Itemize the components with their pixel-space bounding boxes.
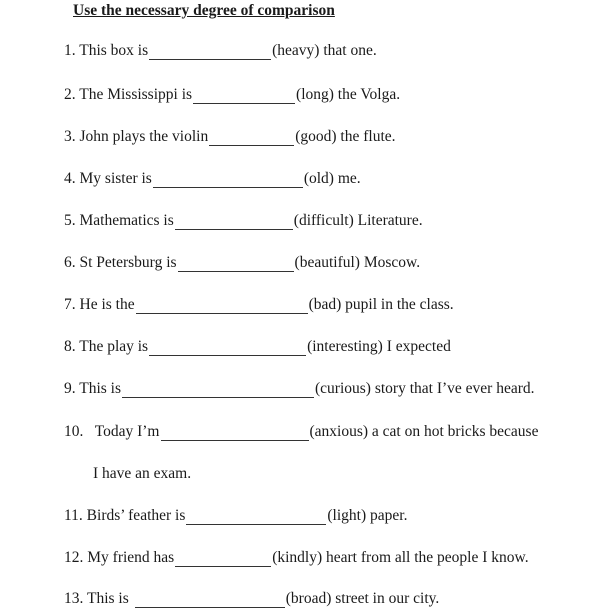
item-prefix: I have an exam. [93, 465, 192, 482]
answer-blank[interactable] [136, 299, 308, 314]
worksheet-title: Use the necessary degree of comparison [73, 2, 335, 19]
item-prefix: 9. This is [64, 380, 121, 397]
answer-blank[interactable] [209, 131, 294, 146]
item-prefix: 6. St Petersburg is [64, 254, 177, 271]
answer-blank[interactable] [135, 593, 285, 608]
item-suffix: (interesting) I expected [307, 338, 451, 355]
item-prefix: 10. Today I’m [64, 423, 160, 440]
item-suffix: (light) paper. [327, 507, 408, 524]
item-prefix: 2. The Mississippi is [64, 86, 193, 103]
answer-blank[interactable] [161, 426, 309, 441]
exercise-item [64, 212, 423, 230]
answer-blank[interactable] [153, 173, 303, 188]
exercise-item [64, 42, 377, 60]
item-prefix: 11. Birds’ feather is [64, 507, 186, 524]
exercise-item [64, 423, 538, 441]
item-suffix: (difficult) Literature. [293, 212, 423, 229]
exercise-item [64, 590, 439, 608]
answer-blank[interactable] [149, 341, 306, 356]
item-suffix: (good) the flute. [295, 128, 396, 145]
answer-blank[interactable] [186, 510, 326, 525]
item-prefix: 13. This is [64, 590, 129, 607]
item-prefix: 1. This box is [64, 42, 149, 59]
item-prefix: 7. He is the [64, 296, 135, 313]
answer-blank[interactable] [178, 257, 294, 272]
answer-blank[interactable] [175, 552, 271, 567]
item-prefix: 5. Mathematics is [64, 212, 174, 229]
item-prefix: 12. My friend has [64, 549, 175, 566]
item-suffix: (heavy) that one. [272, 42, 377, 59]
item-suffix: (old) me. [303, 170, 361, 187]
item-prefix: 3. John plays the violin [64, 128, 209, 145]
item-suffix: (long) the Volga. [296, 86, 401, 103]
exercise-item [64, 86, 400, 104]
exercise-item [64, 549, 529, 567]
exercise-item-continuation [93, 465, 191, 483]
item-prefix: 4. My sister is [64, 170, 152, 187]
exercise-item [64, 507, 407, 525]
item-suffix: (anxious) a cat on hot bricks because [309, 423, 539, 440]
item-prefix: 8. The play is [64, 338, 149, 355]
item-suffix: (kindly) heart from all the people I know. [272, 549, 529, 566]
exercise-item [64, 170, 361, 188]
exercise-item [64, 338, 451, 356]
answer-blank[interactable] [193, 89, 295, 104]
exercise-item [64, 380, 535, 398]
item-suffix: (beautiful) Moscow. [294, 254, 421, 271]
answer-blank[interactable] [175, 215, 293, 230]
item-suffix: (bad) pupil in the class. [308, 296, 454, 313]
answer-blank[interactable] [122, 383, 314, 398]
exercise-item [64, 254, 420, 272]
exercise-item [64, 128, 396, 146]
answer-blank[interactable] [149, 45, 271, 60]
item-suffix: (curious) story that I’ve ever heard. [315, 380, 535, 397]
item-suffix: (broad) street in our city. [285, 590, 440, 607]
exercise-item [64, 296, 454, 314]
